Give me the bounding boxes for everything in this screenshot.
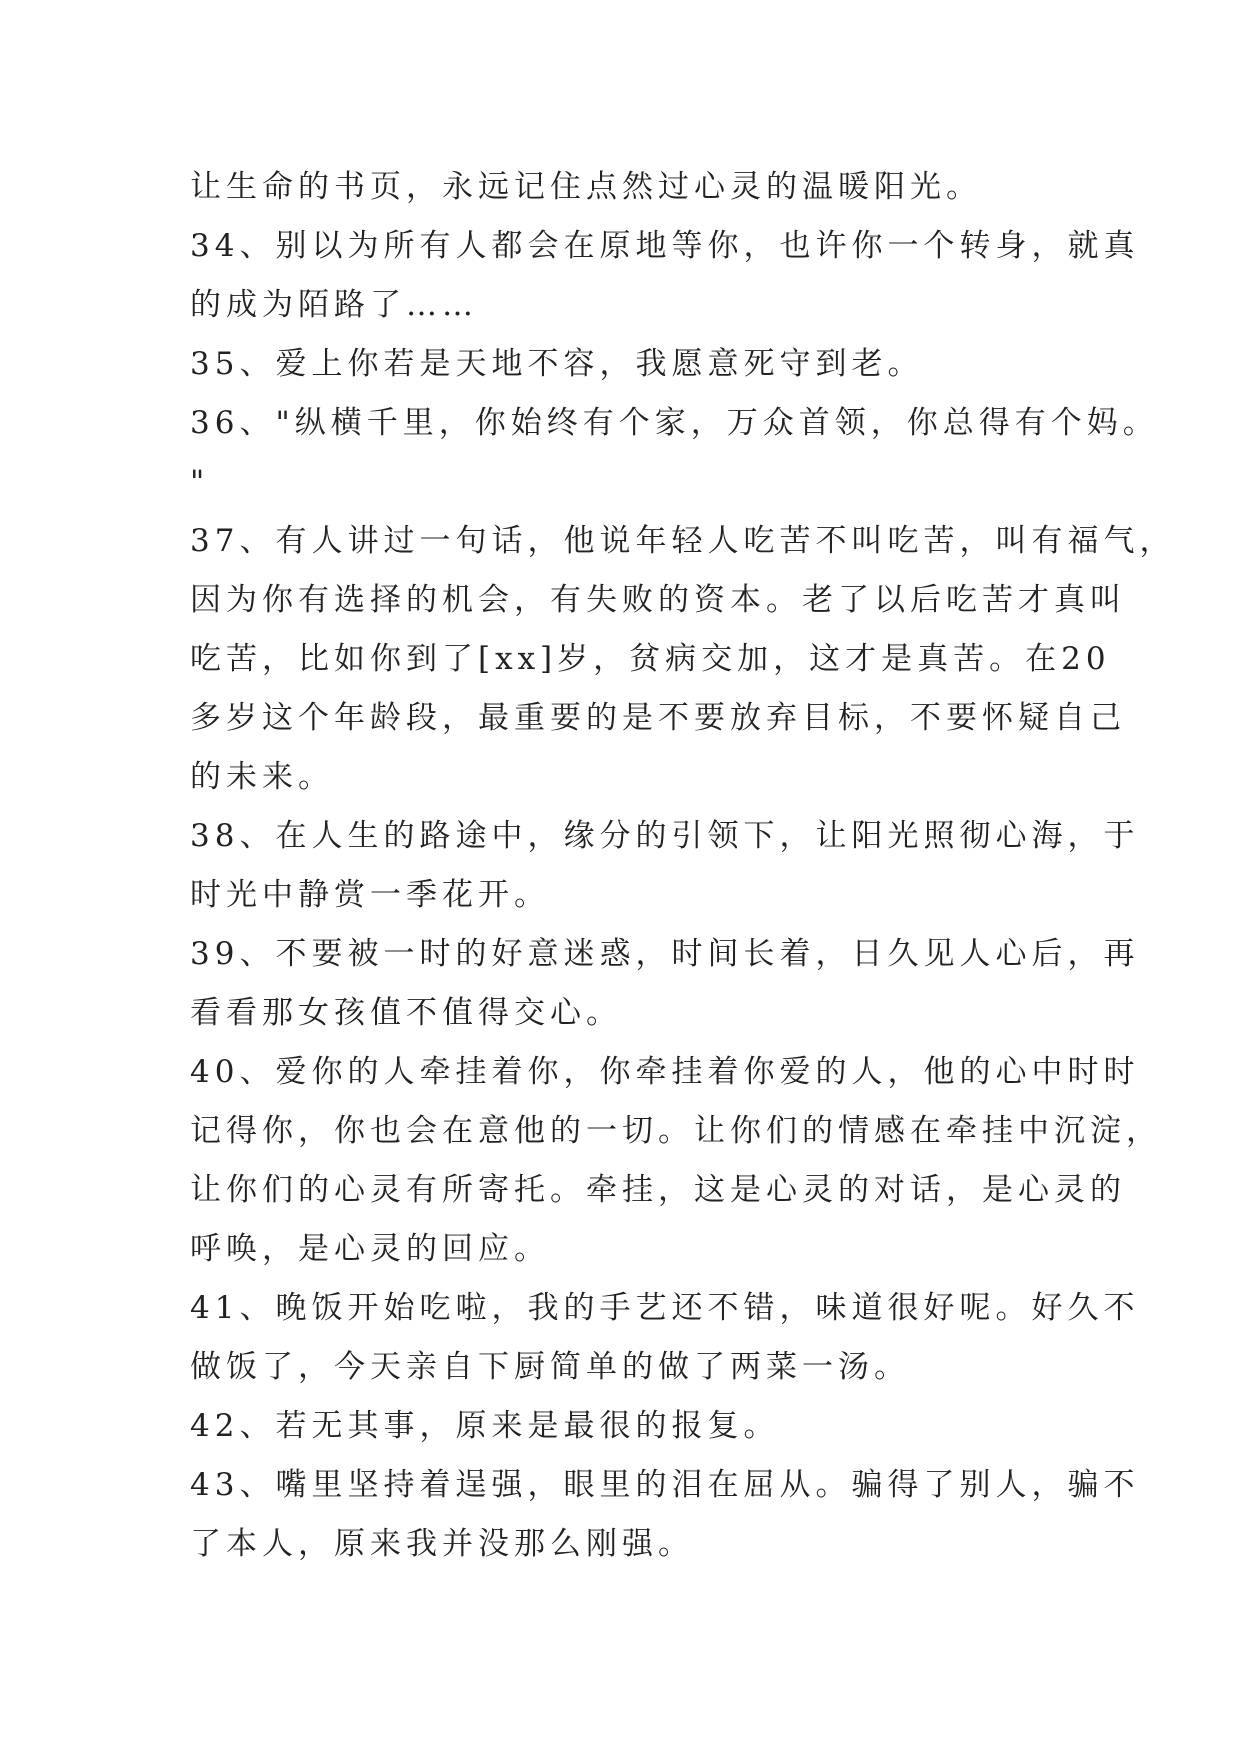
text-line: 39、不要被一时的好意迷惑，时间长着，日久见人心后，再 xyxy=(190,936,1140,972)
text-line: 让生命的书页，永远记住点然过心灵的温暖阳光。 xyxy=(190,169,982,205)
text-line: 时光中静赏一季花开。 xyxy=(190,877,550,913)
text-line: 37、有人讲过一句话，他说年轻人吃苦不叫吃苦，叫有福气， xyxy=(190,523,1176,559)
text-line: 呼唤，是心灵的回应。 xyxy=(190,1231,550,1267)
text-line: 多岁这个年龄段，最重要的是不要放弃目标，不要怀疑自己 xyxy=(190,700,1126,736)
text-line: 43、嘴里坚持着逞强，眼里的泪在屈从。骗得了别人，骗不 xyxy=(190,1467,1140,1503)
text-line: 40、爱你的人牵挂着你，你牵挂着你爱的人，他的心中时时 xyxy=(190,1054,1140,1090)
text-line: 做饭了，今天亲自下厨简单的做了两菜一汤。 xyxy=(190,1349,910,1385)
text-line: 吃苦，比如你到了[xx]岁，贫病交加，这才是真苦。在20 xyxy=(190,641,1111,677)
text-line: 38、在人生的路途中，缘分的引领下，让阳光照彻心海，于 xyxy=(190,818,1140,854)
text-line: 35、爱上你若是天地不容，我愿意死守到老。 xyxy=(190,346,924,382)
text-line: 41、晚饭开始吃啦，我的手艺还不错，味道很好呢。好久不 xyxy=(190,1290,1140,1326)
text-line: 让你们的心灵有所寄托。牵挂，这是心灵的对话，是心灵的 xyxy=(190,1172,1126,1208)
text-line: 42、若无其事，原来是最很的报复。 xyxy=(190,1408,780,1444)
text-line: " xyxy=(190,464,210,500)
text-line: 的未来。 xyxy=(190,759,334,795)
text-line: 因为你有选择的机会，有失败的资本。老了以后吃苦才真叫 xyxy=(190,582,1126,618)
text-line: 的成为陌路了…… xyxy=(190,287,478,323)
text-line: 了本人，原来我并没那么刚强。 xyxy=(190,1526,694,1562)
document-body xyxy=(190,158,1176,1574)
text-line: 看看那女孩值不值得交心。 xyxy=(190,995,622,1031)
text-line: 36、"纵横千里，你始终有个家，万众首领，你总得有个妈。 xyxy=(190,405,1159,441)
text-line: 记得你，你也会在意他的一切。让你们的情感在牵挂中沉淀， xyxy=(190,1113,1162,1149)
text-line: 34、别以为所有人都会在原地等你，也许你一个转身，就真 xyxy=(190,228,1140,264)
